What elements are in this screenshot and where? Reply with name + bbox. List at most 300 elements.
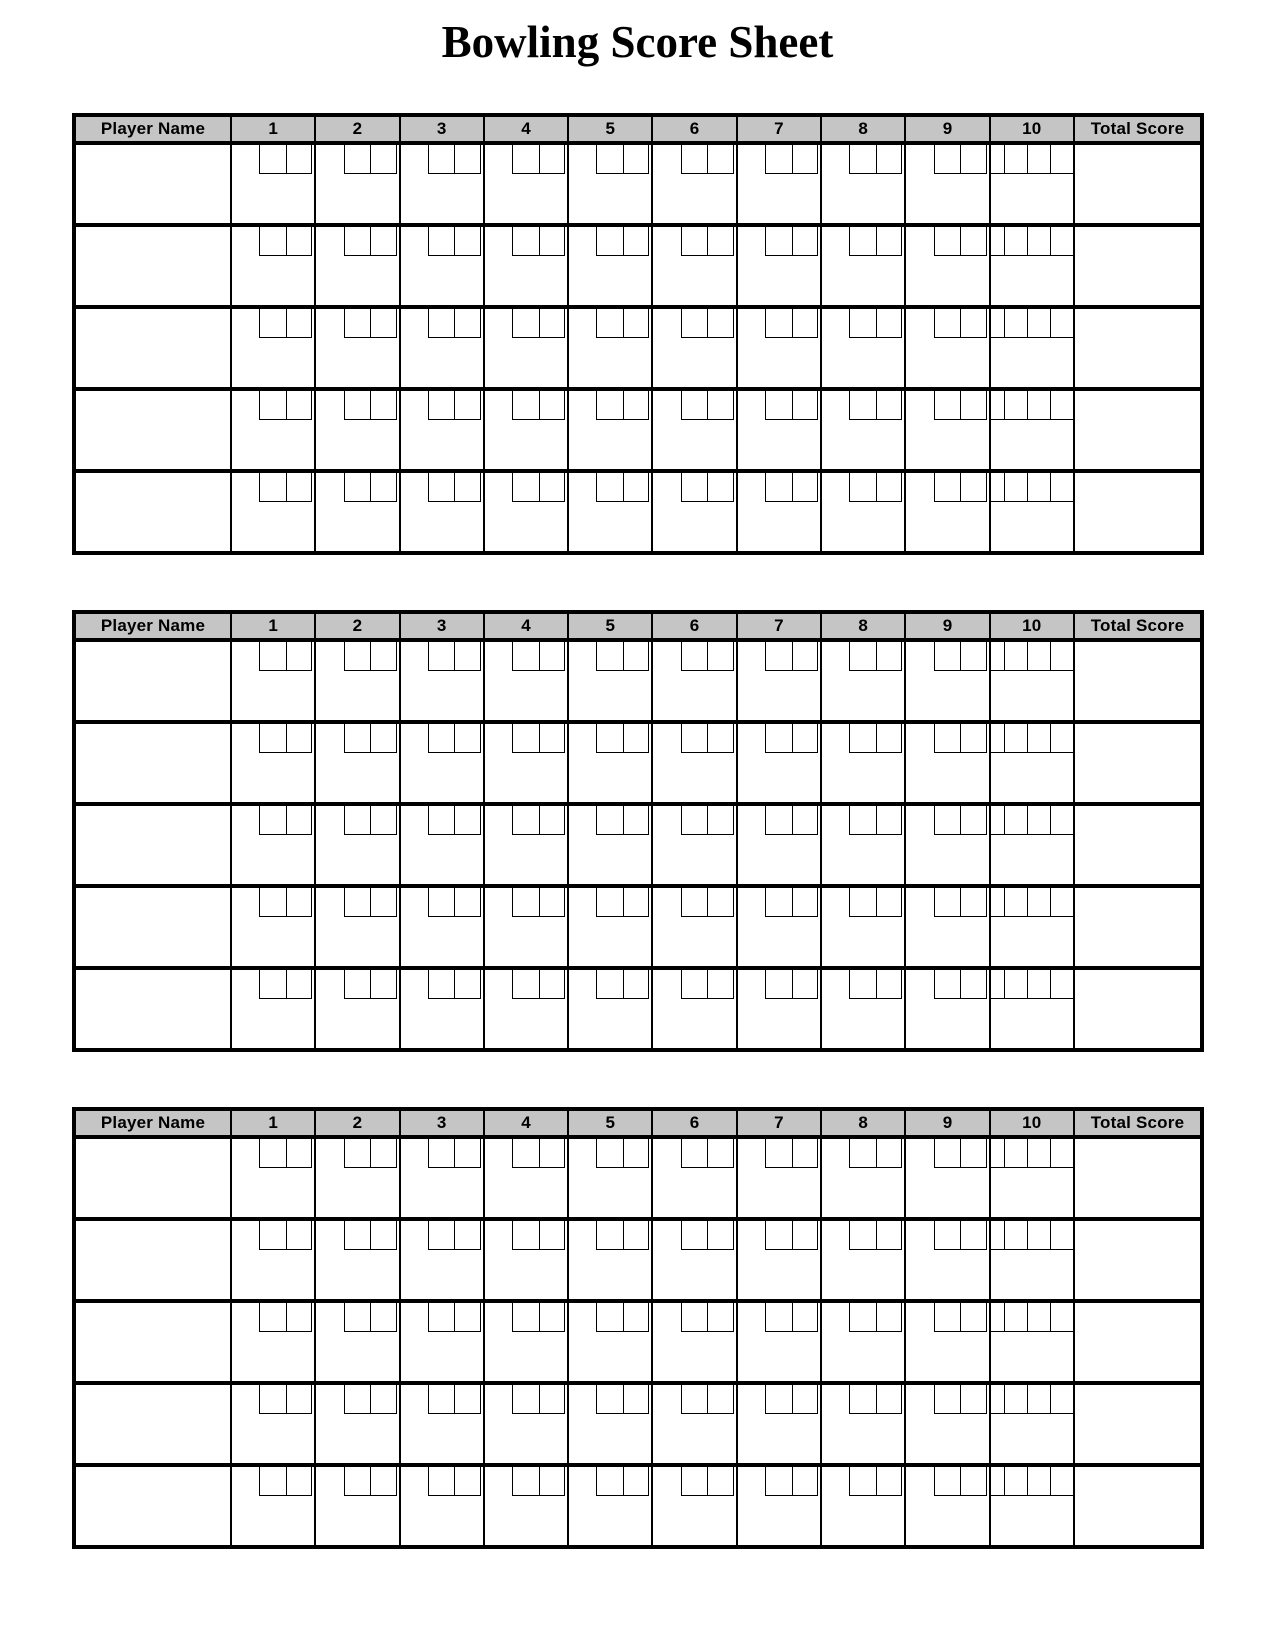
throw-box-1 — [596, 1221, 623, 1250]
throw-box-2 — [1027, 724, 1050, 752]
header-frame-2: 2 — [316, 1111, 400, 1135]
frame-cell-5 — [569, 1385, 653, 1463]
throw-box-1 — [259, 1303, 286, 1332]
throw-boxes — [259, 888, 312, 917]
throw-box-1 — [259, 1139, 286, 1168]
throw-boxes — [344, 1303, 397, 1332]
throw-box-2 — [876, 806, 903, 835]
throw-boxes — [344, 1385, 397, 1414]
throw-box-2 — [792, 391, 819, 420]
throw-box-2 — [707, 1467, 734, 1496]
throw-box-2 — [286, 1139, 313, 1168]
throw-boxes-frame-10 — [991, 642, 1073, 671]
throw-box-2 — [707, 1303, 734, 1332]
throw-boxes — [934, 227, 987, 256]
frame-cell-2 — [316, 1467, 400, 1545]
throw-boxes — [512, 227, 565, 256]
throw-box-1 — [512, 1385, 539, 1414]
throw-box-2 — [286, 1385, 313, 1414]
player-row — [76, 227, 1200, 309]
throw-box-1 — [1004, 1139, 1027, 1167]
throw-box-1 — [512, 473, 539, 502]
throw-box-lead-space — [991, 1139, 1004, 1167]
frame-cell-3 — [401, 642, 485, 720]
throw-box-2 — [876, 724, 903, 753]
throw-box-2 — [286, 1221, 313, 1250]
throw-box-3 — [1050, 145, 1073, 173]
throw-boxes — [849, 724, 902, 753]
throw-boxes — [512, 724, 565, 753]
throw-box-2 — [286, 642, 313, 671]
header-frame-4: 4 — [485, 117, 569, 141]
throw-box-1 — [1004, 724, 1027, 752]
frame-cell-7 — [738, 473, 822, 551]
throw-boxes — [512, 1139, 565, 1168]
throw-box-1 — [344, 642, 371, 671]
throw-box-1 — [765, 642, 792, 671]
throw-box-2 — [286, 1303, 313, 1332]
frame-cell-6 — [653, 1467, 737, 1545]
player-name-cell — [76, 145, 232, 223]
throw-box-1 — [765, 391, 792, 420]
frame-cell-6 — [653, 473, 737, 551]
player-row — [76, 1221, 1200, 1303]
throw-box-2 — [370, 145, 397, 174]
frame-cell-3 — [401, 473, 485, 551]
throw-boxes — [259, 724, 312, 753]
player-row — [76, 1303, 1200, 1385]
throw-boxes — [512, 806, 565, 835]
throw-box-1 — [344, 145, 371, 174]
header-frame-5: 5 — [569, 117, 653, 141]
throw-box-2 — [370, 473, 397, 502]
throw-box-2 — [454, 970, 481, 999]
throw-box-1 — [596, 1139, 623, 1168]
throw-boxes — [681, 145, 734, 174]
throw-box-2 — [1027, 1467, 1050, 1495]
throw-boxes — [344, 309, 397, 338]
throw-box-lead-space — [991, 888, 1004, 916]
frame-cell-1 — [232, 1303, 316, 1381]
frame-cell-1 — [232, 1221, 316, 1299]
frame-cell-2 — [316, 642, 400, 720]
frame-cell-8 — [822, 473, 906, 551]
throw-boxes — [259, 1467, 312, 1496]
frame-cell-9 — [906, 642, 990, 720]
frame-cell-6 — [653, 1385, 737, 1463]
throw-box-1 — [1004, 145, 1027, 173]
throw-box-2 — [792, 1139, 819, 1168]
throw-boxes — [765, 227, 818, 256]
total-score-cell — [1075, 888, 1200, 966]
header-frame-3: 3 — [401, 117, 485, 141]
throw-box-2 — [370, 309, 397, 338]
header-frame-2: 2 — [316, 614, 400, 638]
throw-boxes — [849, 888, 902, 917]
throw-boxes — [344, 642, 397, 671]
throw-box-2 — [539, 724, 566, 753]
throw-boxes — [344, 724, 397, 753]
frame-cell-1 — [232, 1139, 316, 1217]
score-table-2 — [72, 610, 1204, 1052]
frame-cell-4 — [485, 1385, 569, 1463]
throw-box-2 — [1027, 1139, 1050, 1167]
throw-box-1 — [259, 391, 286, 420]
frame-cell-8 — [822, 1221, 906, 1299]
throw-box-2 — [539, 806, 566, 835]
throw-boxes — [849, 970, 902, 999]
player-row — [76, 309, 1200, 391]
throw-box-2 — [454, 473, 481, 502]
throw-boxes — [344, 473, 397, 502]
throw-box-lead-space — [991, 473, 1004, 501]
throw-boxes — [428, 1385, 481, 1414]
throw-box-3 — [1050, 642, 1073, 670]
throw-box-2 — [454, 1467, 481, 1496]
total-score-cell — [1075, 806, 1200, 884]
throw-box-3 — [1050, 888, 1073, 916]
throw-boxes — [849, 227, 902, 256]
throw-box-1 — [681, 970, 708, 999]
throw-boxes — [681, 806, 734, 835]
throw-box-1 — [428, 806, 455, 835]
throw-box-2 — [370, 806, 397, 835]
throw-boxes — [765, 473, 818, 502]
throw-box-2 — [1027, 642, 1050, 670]
throw-box-2 — [623, 642, 650, 671]
throw-box-2 — [960, 1385, 987, 1414]
throw-box-2 — [454, 806, 481, 835]
throw-box-1 — [934, 724, 961, 753]
frame-cell-6 — [653, 145, 737, 223]
throw-boxes — [344, 1139, 397, 1168]
total-score-cell — [1075, 1467, 1200, 1545]
throw-box-1 — [596, 970, 623, 999]
throw-boxes — [344, 970, 397, 999]
frame-cell-7 — [738, 724, 822, 802]
frame-cell-5 — [569, 309, 653, 387]
throw-boxes — [934, 1467, 987, 1496]
throw-box-1 — [259, 806, 286, 835]
throw-boxes-frame-10 — [991, 1467, 1073, 1496]
header-frame-2: 2 — [316, 117, 400, 141]
throw-box-1 — [849, 1303, 876, 1332]
score-table-3 — [72, 1107, 1204, 1549]
frame-cell-6 — [653, 391, 737, 469]
throw-box-2 — [792, 1221, 819, 1250]
frame-cell-1 — [232, 1467, 316, 1545]
throw-box-1 — [512, 806, 539, 835]
frame-cell-9 — [906, 227, 990, 305]
header-frame-7: 7 — [738, 614, 822, 638]
throw-boxes — [428, 145, 481, 174]
throw-boxes — [428, 888, 481, 917]
throw-box-2 — [286, 724, 313, 753]
throw-boxes — [596, 1467, 649, 1496]
throw-box-lead-space — [991, 391, 1004, 419]
throw-box-2 — [370, 1303, 397, 1332]
player-name-cell — [76, 227, 232, 305]
throw-boxes — [344, 1221, 397, 1250]
throw-box-2 — [876, 227, 903, 256]
player-row — [76, 145, 1200, 227]
throw-box-2 — [876, 1139, 903, 1168]
player-row — [76, 888, 1200, 970]
header-frame-9: 9 — [906, 117, 990, 141]
frame-cell-9 — [906, 1139, 990, 1217]
throw-box-2 — [1027, 1303, 1050, 1331]
throw-box-2 — [286, 1467, 313, 1496]
throw-boxes — [849, 145, 902, 174]
throw-boxes — [849, 806, 902, 835]
throw-box-2 — [623, 1385, 650, 1414]
frame-cell-7 — [738, 1221, 822, 1299]
frame-cell-2 — [316, 888, 400, 966]
frame-cell-7 — [738, 970, 822, 1048]
throw-boxes — [344, 806, 397, 835]
player-row — [76, 391, 1200, 473]
throw-box-1 — [849, 1467, 876, 1496]
throw-boxes — [512, 642, 565, 671]
throw-box-2 — [1027, 806, 1050, 834]
throw-box-2 — [792, 642, 819, 671]
header-player-name: Player Name — [76, 614, 232, 638]
throw-box-2 — [960, 888, 987, 917]
frame-cell-9 — [906, 970, 990, 1048]
throw-box-1 — [344, 806, 371, 835]
throw-box-2 — [539, 642, 566, 671]
throw-box-2 — [370, 1467, 397, 1496]
throw-box-1 — [934, 309, 961, 338]
player-name-cell — [76, 391, 232, 469]
throw-boxes — [428, 473, 481, 502]
frame-cell-3 — [401, 1221, 485, 1299]
frame-cell-8 — [822, 1303, 906, 1381]
throw-box-1 — [681, 806, 708, 835]
frame-cell-4 — [485, 970, 569, 1048]
throw-box-1 — [681, 1221, 708, 1250]
throw-boxes-frame-10 — [991, 724, 1073, 753]
player-row — [76, 970, 1200, 1048]
throw-box-2 — [370, 1221, 397, 1250]
frame-cell-7 — [738, 806, 822, 884]
throw-box-1 — [934, 1139, 961, 1168]
throw-box-1 — [344, 970, 371, 999]
player-row — [76, 473, 1200, 551]
throw-box-2 — [286, 391, 313, 420]
throw-boxes-frame-10 — [991, 227, 1073, 256]
throw-boxes-frame-10 — [991, 145, 1073, 174]
throw-box-2 — [1027, 227, 1050, 255]
throw-boxes — [596, 642, 649, 671]
throw-boxes — [934, 145, 987, 174]
throw-box-2 — [286, 888, 313, 917]
frame-cell-9 — [906, 888, 990, 966]
frame-cell-8 — [822, 309, 906, 387]
frame-cell-4 — [485, 309, 569, 387]
throw-box-1 — [596, 806, 623, 835]
throw-boxes — [428, 309, 481, 338]
throw-boxes — [681, 970, 734, 999]
throw-box-2 — [707, 391, 734, 420]
frame-cell-9 — [906, 806, 990, 884]
throw-box-1 — [1004, 1385, 1027, 1413]
throw-box-1 — [512, 888, 539, 917]
header-frame-1: 1 — [232, 614, 316, 638]
player-row — [76, 1385, 1200, 1467]
throw-box-2 — [623, 227, 650, 256]
throw-box-2 — [792, 145, 819, 174]
frame-cell-3 — [401, 391, 485, 469]
throw-box-2 — [792, 806, 819, 835]
throw-box-2 — [792, 227, 819, 256]
throw-box-1 — [681, 1385, 708, 1414]
frame-cell-3 — [401, 309, 485, 387]
frame-cell-5 — [569, 1467, 653, 1545]
throw-box-1 — [428, 642, 455, 671]
throw-boxes — [934, 1385, 987, 1414]
throw-box-2 — [539, 145, 566, 174]
throw-boxes-frame-10 — [991, 1385, 1073, 1414]
throw-box-1 — [512, 1467, 539, 1496]
throw-box-lead-space — [991, 806, 1004, 834]
frame-cell-6 — [653, 309, 737, 387]
throw-boxes — [934, 970, 987, 999]
throw-box-1 — [428, 1221, 455, 1250]
throw-box-1 — [1004, 473, 1027, 501]
header-frame-9: 9 — [906, 1111, 990, 1135]
throw-box-2 — [707, 970, 734, 999]
frame-cell-5 — [569, 145, 653, 223]
frame-cell-1 — [232, 1385, 316, 1463]
total-score-cell — [1075, 642, 1200, 720]
throw-box-2 — [539, 1221, 566, 1250]
throw-box-2 — [539, 1467, 566, 1496]
frame-cell-7 — [738, 1385, 822, 1463]
total-score-cell — [1075, 309, 1200, 387]
player-name-cell — [76, 1303, 232, 1381]
throw-boxes — [681, 642, 734, 671]
throw-box-1 — [259, 888, 286, 917]
header-frame-5: 5 — [569, 1111, 653, 1135]
throw-boxes — [849, 1467, 902, 1496]
throw-box-2 — [539, 1303, 566, 1332]
player-name-cell — [76, 806, 232, 884]
frame-cell-2 — [316, 227, 400, 305]
throw-box-1 — [681, 145, 708, 174]
throw-boxes — [765, 970, 818, 999]
throw-box-2 — [876, 145, 903, 174]
throw-boxes — [512, 1467, 565, 1496]
throw-box-1 — [596, 473, 623, 502]
throw-box-1 — [344, 1467, 371, 1496]
frame-cell-4 — [485, 1303, 569, 1381]
throw-box-1 — [681, 227, 708, 256]
frame-cell-5 — [569, 391, 653, 469]
throw-boxes — [596, 1139, 649, 1168]
throw-boxes — [934, 1303, 987, 1332]
throw-box-1 — [849, 1139, 876, 1168]
frame-cell-6 — [653, 227, 737, 305]
throw-box-2 — [876, 642, 903, 671]
throw-boxes-frame-10 — [991, 473, 1073, 502]
throw-box-lead-space — [991, 1467, 1004, 1495]
throw-box-1 — [344, 1303, 371, 1332]
frame-cell-7 — [738, 145, 822, 223]
throw-box-2 — [1027, 145, 1050, 173]
table-header-row — [76, 1111, 1200, 1139]
frame-cell-2 — [316, 473, 400, 551]
throw-box-lead-space — [991, 1385, 1004, 1413]
throw-box-2 — [623, 1303, 650, 1332]
throw-boxes — [512, 1385, 565, 1414]
total-score-cell — [1075, 1139, 1200, 1217]
throw-boxes — [681, 309, 734, 338]
frame-cell-8 — [822, 724, 906, 802]
header-player-name: Player Name — [76, 1111, 232, 1135]
frame-cell-8 — [822, 1467, 906, 1545]
throw-box-2 — [623, 145, 650, 174]
throw-box-1 — [765, 1221, 792, 1250]
header-frame-3: 3 — [401, 1111, 485, 1135]
throw-boxes — [765, 1139, 818, 1168]
throw-box-3 — [1050, 227, 1073, 255]
frame-cell-4 — [485, 806, 569, 884]
throw-boxes-frame-10 — [991, 1221, 1073, 1250]
throw-box-3 — [1050, 724, 1073, 752]
throw-box-2 — [623, 1139, 650, 1168]
throw-box-2 — [539, 888, 566, 917]
frame-cell-10 — [991, 309, 1075, 387]
throw-box-3 — [1050, 806, 1073, 834]
throw-box-1 — [512, 391, 539, 420]
throw-box-3 — [1050, 1221, 1073, 1249]
throw-boxes — [259, 1385, 312, 1414]
frame-cell-1 — [232, 391, 316, 469]
throw-box-2 — [454, 642, 481, 671]
frame-cell-1 — [232, 642, 316, 720]
throw-box-1 — [934, 1221, 961, 1250]
page-title: Bowling Score Sheet — [441, 17, 834, 67]
frame-cell-4 — [485, 642, 569, 720]
throw-box-lead-space — [991, 642, 1004, 670]
throw-box-2 — [792, 473, 819, 502]
throw-box-2 — [960, 970, 987, 999]
throw-boxes — [765, 391, 818, 420]
frame-cell-8 — [822, 970, 906, 1048]
throw-box-2 — [1027, 1385, 1050, 1413]
throw-box-1 — [849, 391, 876, 420]
throw-box-1 — [765, 970, 792, 999]
frame-cell-5 — [569, 227, 653, 305]
throw-boxes — [849, 1303, 902, 1332]
throw-box-1 — [765, 1303, 792, 1332]
throw-boxes — [259, 970, 312, 999]
frame-cell-7 — [738, 642, 822, 720]
throw-box-1 — [849, 1385, 876, 1414]
throw-box-1 — [596, 145, 623, 174]
throw-box-1 — [344, 1221, 371, 1250]
frame-cell-2 — [316, 1221, 400, 1299]
throw-box-2 — [707, 227, 734, 256]
throw-box-2 — [960, 724, 987, 753]
frame-cell-2 — [316, 970, 400, 1048]
player-name-cell — [76, 642, 232, 720]
header-frame-4: 4 — [485, 614, 569, 638]
throw-boxes — [596, 227, 649, 256]
throw-box-1 — [428, 724, 455, 753]
header-frame-4: 4 — [485, 1111, 569, 1135]
